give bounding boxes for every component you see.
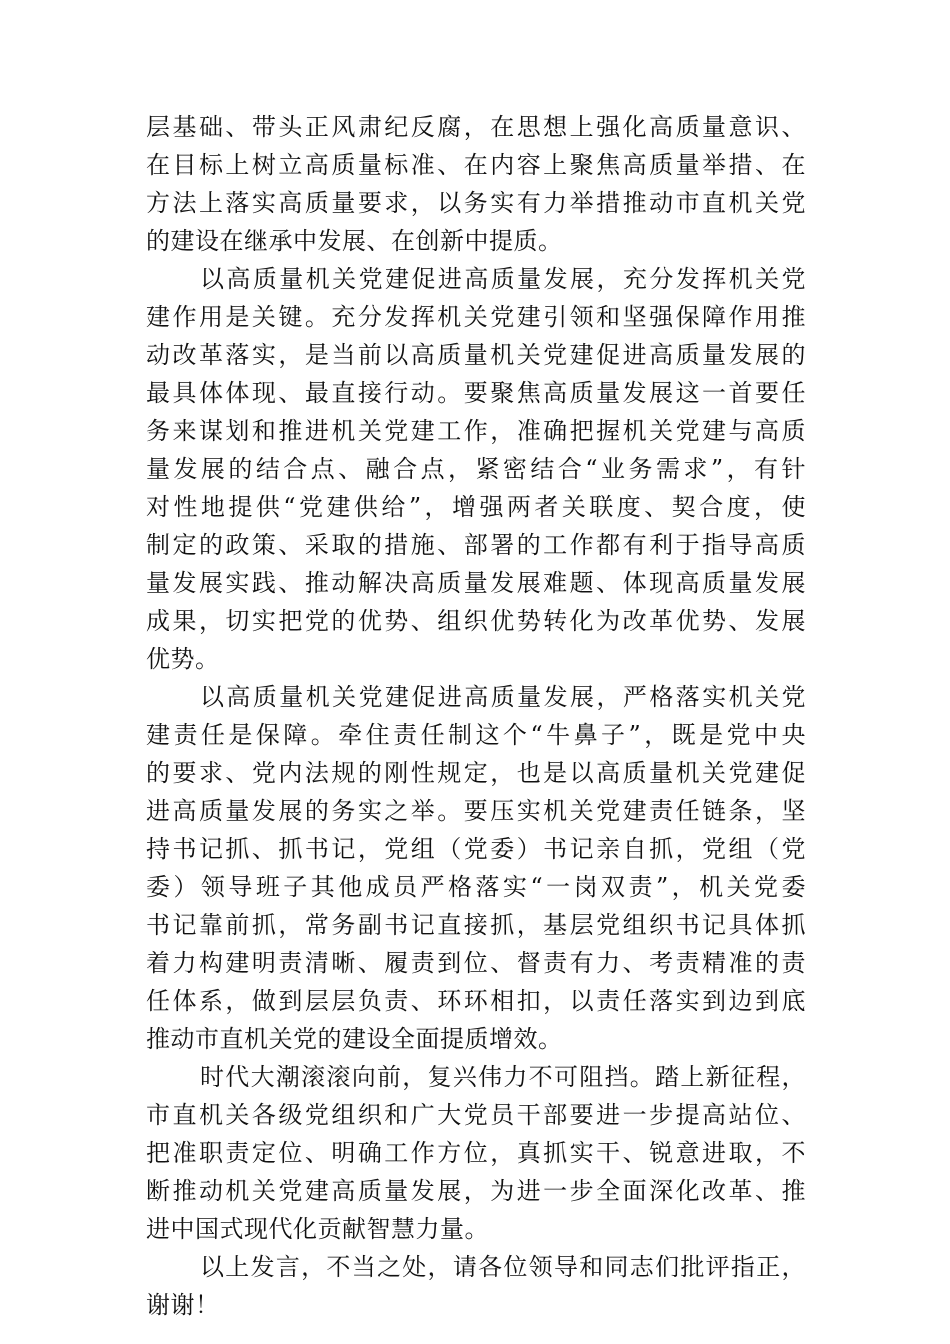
text-line: 市直机关各级党组织和广大党员干部要进一步提高站位、 <box>146 1101 806 1129</box>
paragraph-3 <box>146 678 806 1058</box>
paragraph-4 <box>146 1058 806 1248</box>
text-line: 务来谋划和推进机关党建工作，准确把握机关党建与高质 <box>146 417 806 445</box>
paragraph-2 <box>146 260 806 678</box>
text-line: 层基础、带头正风肃纪反腐，在思想上强化高质量意识、 <box>146 113 806 141</box>
text-line: 最具体体现、最直接行动。要聚焦高质量发展这一首要任 <box>146 379 806 407</box>
text-line: 动改革落实，是当前以高质量机关党建促进高质量发展的 <box>146 341 806 369</box>
text-line: 以高质量机关党建促进高质量发展，充分发挥机关党 <box>200 265 806 293</box>
text-line: 以高质量机关党建促进高质量发展，严格落实机关党 <box>200 683 806 711</box>
text-line: 持书记抓、抓书记，党组（党委）书记亲自抓，党组（党 <box>146 835 806 863</box>
text-line: 方法上落实高质量要求，以务实有力举措推动市直机关党 <box>146 189 806 217</box>
document-body <box>146 108 806 1324</box>
text-line: 任体系，做到层层负责、环环相扣，以责任落实到边到底 <box>146 987 806 1015</box>
text-line: 推动市直机关党的建设全面提质增效。 <box>146 1025 563 1053</box>
text-line: 时代大潮滚滚向前，复兴伟力不可阻挡。踏上新征程， <box>200 1063 806 1091</box>
text-line: 量发展实践、推动解决高质量发展难题、体现高质量发展 <box>146 569 806 597</box>
text-line: 进中国式现代化贡献智慧力量。 <box>146 1215 489 1243</box>
text-line: 制定的政策、采取的措施、部署的工作都有利于指导高质 <box>146 531 806 559</box>
text-line: 断推动机关党建高质量发展，为进一步全面深化改革、推 <box>146 1177 806 1205</box>
text-line: 把准职责定位、明确工作方位，真抓实干、锐意进取，不 <box>146 1139 806 1167</box>
text-line: 对性地提供“党建供给”，增强两者关联度、契合度，使 <box>146 493 806 521</box>
text-line: 在目标上树立高质量标准、在内容上聚焦高质量举措、在 <box>146 151 806 179</box>
text-line: 的建设在继承中发展、在创新中提质。 <box>146 227 563 255</box>
text-line: 建作用是关键。充分发挥机关党建引领和坚强保障作用推 <box>146 303 806 331</box>
text-line: 优势。 <box>146 645 220 673</box>
text-line: 书记靠前抓，常务副书记直接抓，基层党组织书记具体抓 <box>146 911 806 939</box>
text-line: 进高质量发展的务实之举。要压实机关党建责任链条，坚 <box>146 797 806 825</box>
text-line: 的要求、党内法规的刚性规定，也是以高质量机关党建促 <box>146 759 806 787</box>
text-line: 以上发言，不当之处，请各位领导和同志们批评指正， <box>200 1253 806 1281</box>
text-line: 着力构建明责清晰、履责到位、督责有力、考责精准的责 <box>146 949 806 977</box>
text-line: 成果，切实把党的优势、组织优势转化为改革优势、发展 <box>146 607 806 635</box>
paragraph-5 <box>146 1248 806 1324</box>
text-line: 量发展的结合点、融合点，紧密结合“业务需求”，有针 <box>146 455 806 483</box>
text-line: 建责任是保障。牵住责任制这个“牛鼻子”，既是党中央 <box>146 721 806 749</box>
paragraph-1 <box>146 108 806 260</box>
text-line: 谢谢！ <box>146 1291 220 1319</box>
text-line: 委）领导班子其他成员严格落实“一岗双责”，机关党委 <box>146 873 806 901</box>
